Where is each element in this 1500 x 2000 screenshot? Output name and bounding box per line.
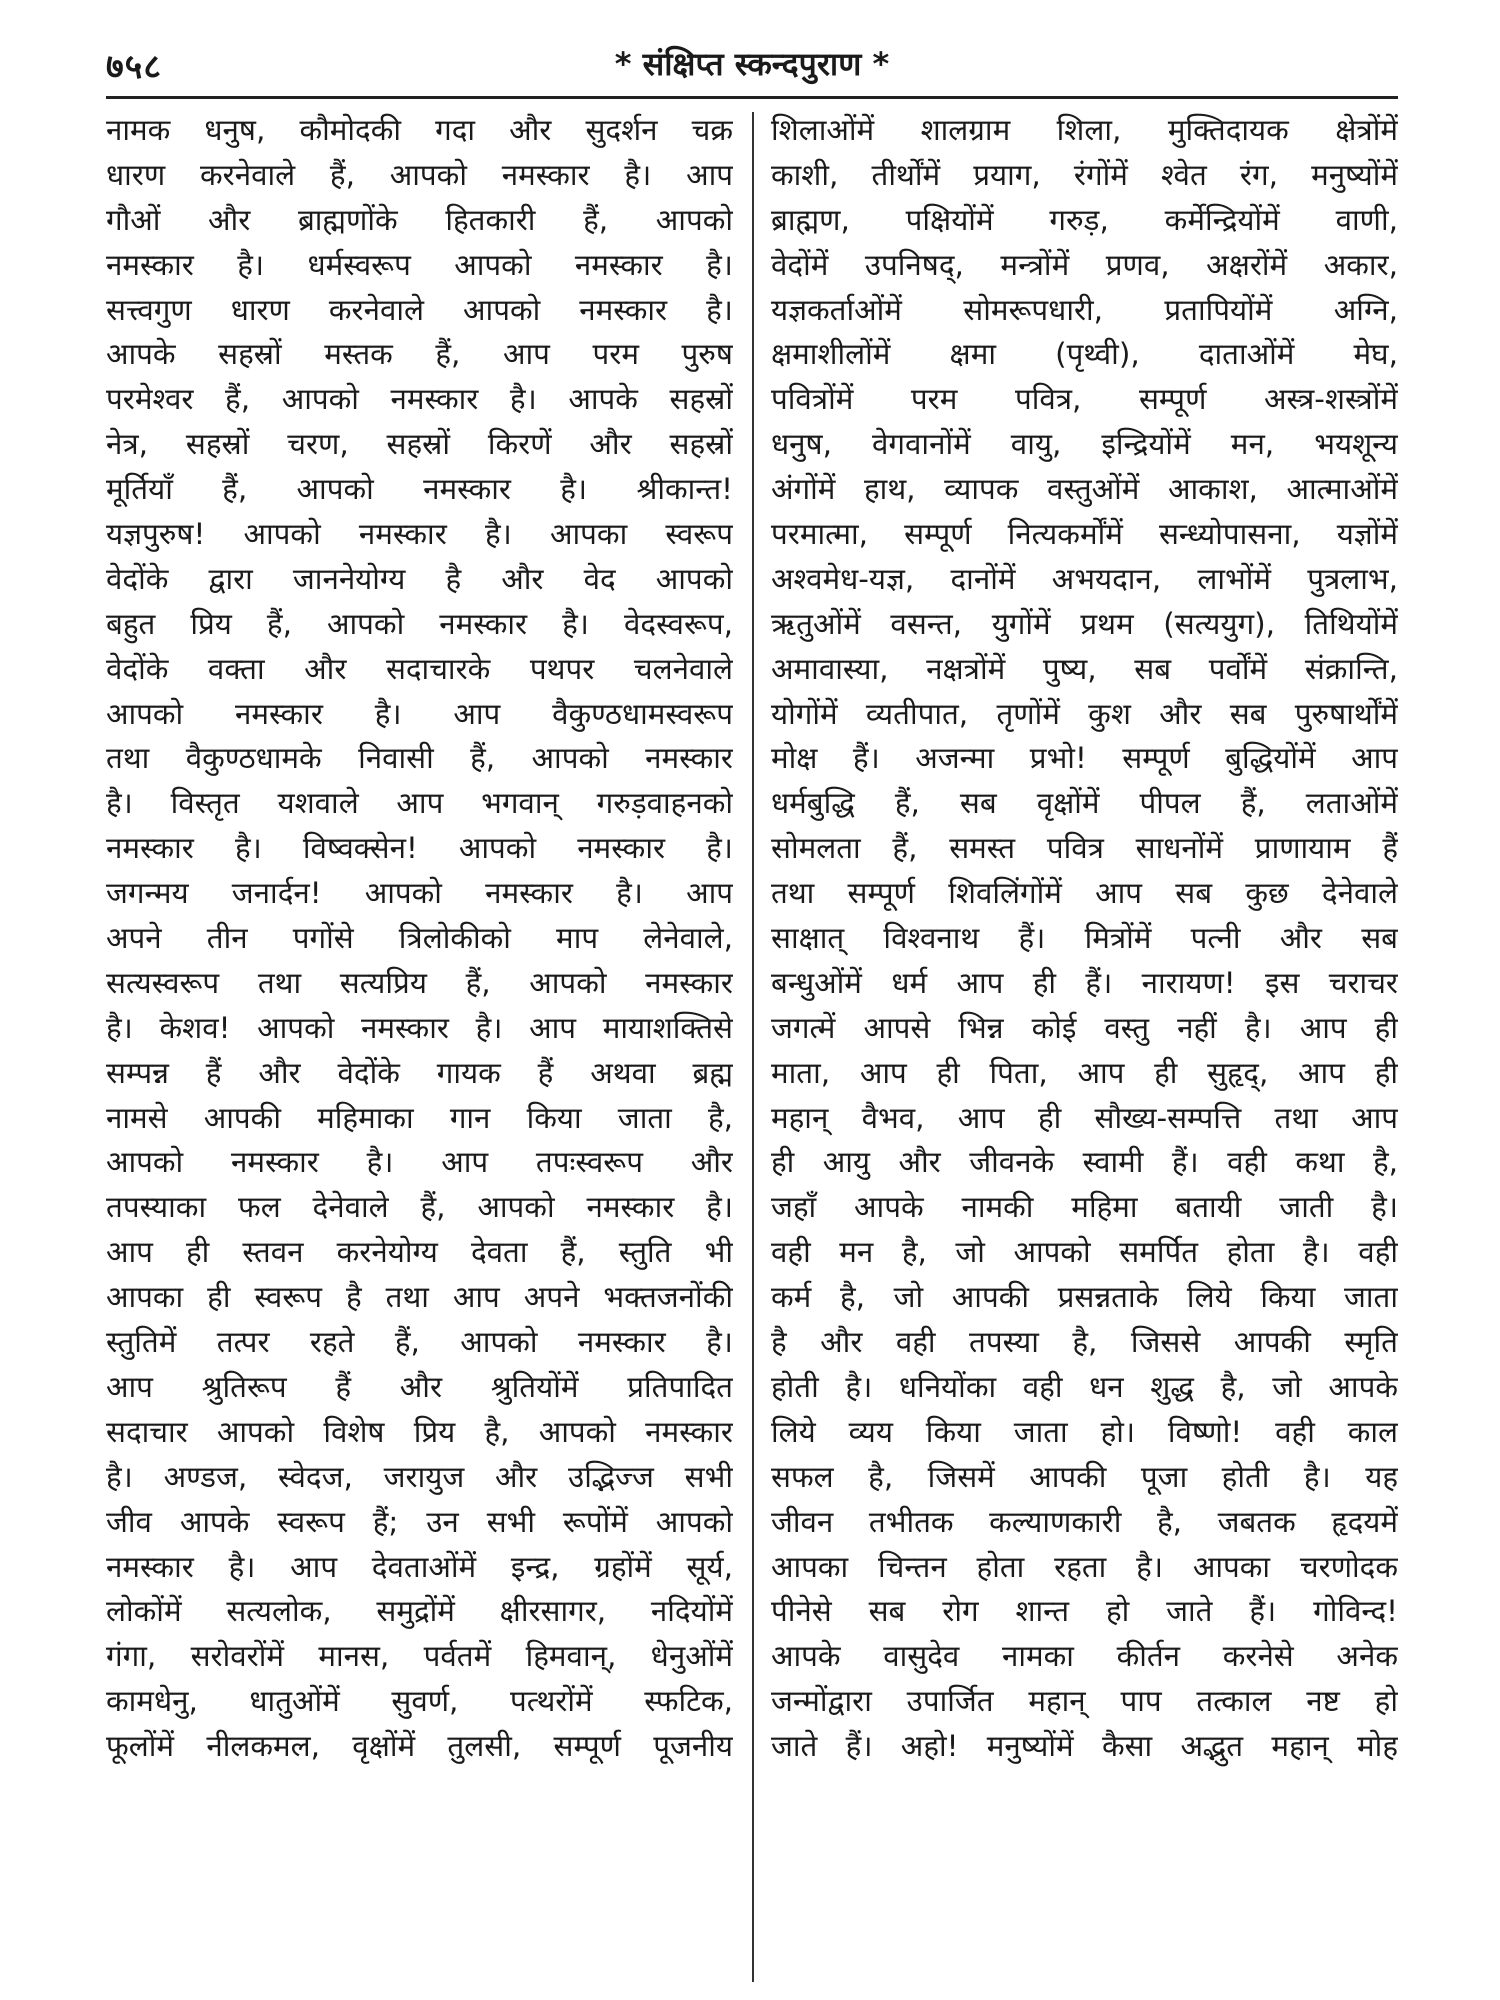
text-line: है। विस्तृत यशवाले आप भगवान् गरुड़वाहनको: [106, 786, 733, 821]
text-line: आप श्रुतिरूप हैं और श्रुतियोंमें प्रतिपादित: [106, 1369, 733, 1404]
page-header: [106, 36, 1398, 92]
column-divider: [752, 112, 754, 1982]
text-line: आपका ही स्वरूप है तथा आप अपने भक्तजनोंकी: [106, 1280, 733, 1315]
text-line: ऋतुओंमें वसन्त, युगोंमें प्रथम (सत्ययुग), तिथियोंमें: [771, 606, 1398, 641]
text-line: स्तुतिमें तत्पर रहते हैं, आपको नमस्कार है।: [106, 1325, 733, 1360]
text-line: आपको नमस्कार है। आप तपःस्वरूप और: [106, 1145, 733, 1180]
text-line: फूलोंमें नीलकमल, वृक्षोंमें तुलसी, सम्पूर्ण पूजनीय: [106, 1729, 733, 1764]
running-title: * संक्षिप्त स्कन्दपुराण *: [614, 45, 890, 83]
page-number: ७५८: [106, 47, 163, 87]
text-line: है। अण्डज, स्वेदज, जरायुज और उद्भिज्ज सभी: [106, 1459, 733, 1494]
left-column: [106, 108, 733, 1988]
text-line: आप ही स्तवन करनेयोग्य देवता हैं, स्तुति भी: [106, 1235, 733, 1270]
text-line: आपका चिन्तन होता रहता है। आपका चरणोदक: [771, 1549, 1398, 1584]
text-line: वेदोंमें उपनिषद्, मन्त्रोंमें प्रणव, अक्षरोंमें अकार,: [771, 247, 1398, 282]
text-line: नमस्कार है। आप देवताओंमें इन्द्र, ग्रहोंमें सूर्य,: [106, 1549, 733, 1584]
text-line: होती है। धनियोंका वही धन शुद्ध है, जो आपके: [771, 1369, 1398, 1404]
text-line: नामसे आपकी महिमाका गान किया जाता है,: [106, 1100, 733, 1135]
text-line: जगन्मय जनार्दन! आपको नमस्कार है। आप: [106, 876, 733, 911]
text-line: मूर्तियाँ हैं, आपको नमस्कार है। श्रीकान्त!: [106, 472, 733, 507]
text-line: परमेश्वर हैं, आपको नमस्कार है। आपके सहस्रों: [106, 382, 733, 417]
text-line: आपके सहस्रों मस्तक हैं, आप परम पुरुष: [106, 337, 733, 372]
text-line: जन्मोंद्वारा उपार्जित महान् पाप तत्काल नष्ट हो: [771, 1684, 1398, 1719]
text-line: ब्राह्मण, पक्षियोंमें गरुड़, कर्मेन्द्रियोंमें वाणी,: [771, 202, 1398, 237]
text-line: शिलाओंमें शालग्राम शिला, मुक्तिदायक क्षेत्रोंमें: [771, 113, 1398, 147]
text-line: जीव आपके स्वरूप हैं; उन सभी रूपोंमें आपको: [106, 1504, 733, 1539]
text-line: वही मन है, जो आपको समर्पित होता है। वही: [771, 1235, 1398, 1270]
text-line: सोमलता हैं, समस्त पवित्र साधनोंमें प्राणायाम हैं: [771, 831, 1398, 866]
text-line: तथा सम्पूर्ण शिवलिंगोंमें आप सब कुछ देनेवाले: [771, 876, 1398, 911]
text-line: यज्ञपुरुष! आपको नमस्कार है। आपका स्वरूप: [106, 517, 733, 552]
text-line: सत्यस्वरूप तथा सत्यप्रिय हैं, आपको नमस्कार: [106, 965, 733, 1000]
text-line: गंगा, सरोवरोंमें मानस, पर्वतमें हिमवान्, धेनुओंमें: [106, 1639, 733, 1674]
text-line: सदाचार आपको विशेष प्रिय है, आपको नमस्कार: [106, 1414, 733, 1449]
text-line: ही आयु और जीवनके स्वामी हैं। वही कथा है,: [771, 1145, 1398, 1180]
text-line: काशी, तीर्थोंमें प्रयाग, रंगोंमें श्वेत रंग, मनुष्योंमें: [771, 157, 1398, 192]
text-line: वेदोंके द्वारा जाननेयोग्य है और वेद आपको: [106, 561, 733, 596]
header-rule: [106, 96, 1398, 99]
text-line: नामक धनुष, कौमोदकी गदा और सुदर्शन चक्र: [106, 113, 733, 147]
text-line: है और वही तपस्या है, जिससे आपकी स्मृति: [771, 1325, 1398, 1360]
text-line: तपस्याका फल देनेवाले हैं, आपको नमस्कार है।: [106, 1190, 733, 1225]
text-line: योगोंमें व्यतीपात, तृणोंमें कुश और सब पुरुषार्थोंमें: [771, 696, 1398, 731]
text-line: यज्ञकर्ताओंमें सोमरूपधारी, प्रतापियोंमें अग्नि,: [771, 292, 1398, 327]
text-line: जीवन तभीतक कल्याणकारी है, जबतक हृदयमें: [771, 1504, 1398, 1539]
right-column: [771, 108, 1398, 1988]
text-line: अंगोंमें हाथ, व्यापक वस्तुओंमें आकाश, आत्माओंमें: [771, 472, 1398, 507]
text-line: धर्मबुद्धि हैं, सब वृक्षोंमें पीपल हैं, लताओंमें: [771, 786, 1398, 821]
text-line: नमस्कार है। विष्वक्सेन! आपको नमस्कार है।: [106, 831, 733, 866]
text-line: परमात्मा, सम्पूर्ण नित्यकर्मोंमें सन्ध्योपासना, यज्ञोंमें: [771, 517, 1398, 552]
text-line: है। केशव! आपको नमस्कार है। आप मायाशक्तिसे: [106, 1010, 733, 1045]
text-line: जहाँ आपके नामकी महिमा बतायी जाती है।: [771, 1190, 1398, 1225]
text-line: आपको नमस्कार है। आप वैकुण्ठधामस्वरूप: [106, 696, 733, 731]
text-line: अपने तीन पगोंसे त्रिलोकीको माप लेनेवाले,: [106, 921, 733, 956]
text-line: वेदोंके वक्ता और सदाचारके पथपर चलनेवाले: [106, 651, 733, 686]
text-line: अश्वमेध-यज्ञ, दानोंमें अभयदान, लाभोंमें पुत्रलाभ,: [771, 561, 1398, 596]
text-line: सम्पन्न हैं और वेदोंके गायक हैं अथवा ब्रह्म: [106, 1055, 733, 1090]
text-line: अमावास्या, नक्षत्रोंमें पुष्य, सब पर्वोंमें संक्रान्ति,: [771, 651, 1398, 686]
text-line: महान् वैभव, आप ही सौख्य-सम्पत्ति तथा आप: [771, 1100, 1398, 1135]
text-line: सत्त्वगुण धारण करनेवाले आपको नमस्कार है।: [106, 292, 733, 327]
text-line: बहुत प्रिय हैं, आपको नमस्कार है। वेदस्वरूप,: [106, 606, 733, 641]
text-line: जाते हैं। अहो! मनुष्योंमें कैसा अद्भुत महान् मोह: [771, 1729, 1398, 1764]
text-line: बन्धुओंमें धर्म आप ही हैं। नारायण! इस चराचर: [771, 965, 1398, 1000]
text-line: क्षमाशीलोंमें क्षमा (पृथ्वी), दाताओंमें मेघ,: [771, 337, 1398, 372]
text-line: धनुष, वेगवानोंमें वायु, इन्द्रियोंमें मन, भयशून्य: [771, 427, 1398, 462]
text-line: धारण करनेवाले हैं, आपको नमस्कार है। आप: [106, 157, 733, 192]
text-line: लोकोंमें सत्यलोक, समुद्रोंमें क्षीरसागर, नदियोंमें: [106, 1594, 733, 1629]
text-line: आपके वासुदेव नामका कीर्तन करनेसे अनेक: [771, 1639, 1398, 1674]
text-line: सफल है, जिसमें आपकी पूजा होती है। यह: [771, 1459, 1398, 1494]
text-line: साक्षात् विश्वनाथ हैं। मित्रोंमें पत्नी और सब: [771, 921, 1398, 956]
text-line: माता, आप ही पिता, आप ही सुहृद्, आप ही: [771, 1055, 1398, 1090]
text-line: पवित्रोंमें परम पवित्र, सम्पूर्ण अस्त्र-शस्त्रोंमें: [771, 382, 1398, 417]
text-line: नेत्र, सहस्रों चरण, सहस्रों किरणें और सहस्रों: [106, 427, 733, 462]
text-line: नमस्कार है। धर्मस्वरूप आपको नमस्कार है।: [106, 247, 733, 282]
text-line: मोक्ष हैं। अजन्मा प्रभो! सम्पूर्ण बुद्धियोंमें आप: [771, 741, 1398, 776]
text-line: जगत्में आपसे भिन्न कोई वस्तु नहीं है। आप ही: [771, 1010, 1398, 1045]
text-line: तथा वैकुण्ठधामके निवासी हैं, आपको नमस्कार: [106, 741, 733, 776]
text-line: गौओं और ब्राह्मणोंके हितकारी हैं, आपको: [106, 202, 733, 237]
text-line: पीनेसे सब रोग शान्त हो जाते हैं। गोविन्द!: [771, 1594, 1398, 1629]
text-line: कामधेनु, धातुओंमें सुवर्ण, पत्थरोंमें स्फटिक,: [106, 1684, 733, 1719]
text-line: लिये व्यय किया जाता हो। विष्णो! वही काल: [771, 1414, 1398, 1449]
text-line: कर्म है, जो आपकी प्रसन्नताके लिये किया जाता: [771, 1280, 1398, 1315]
